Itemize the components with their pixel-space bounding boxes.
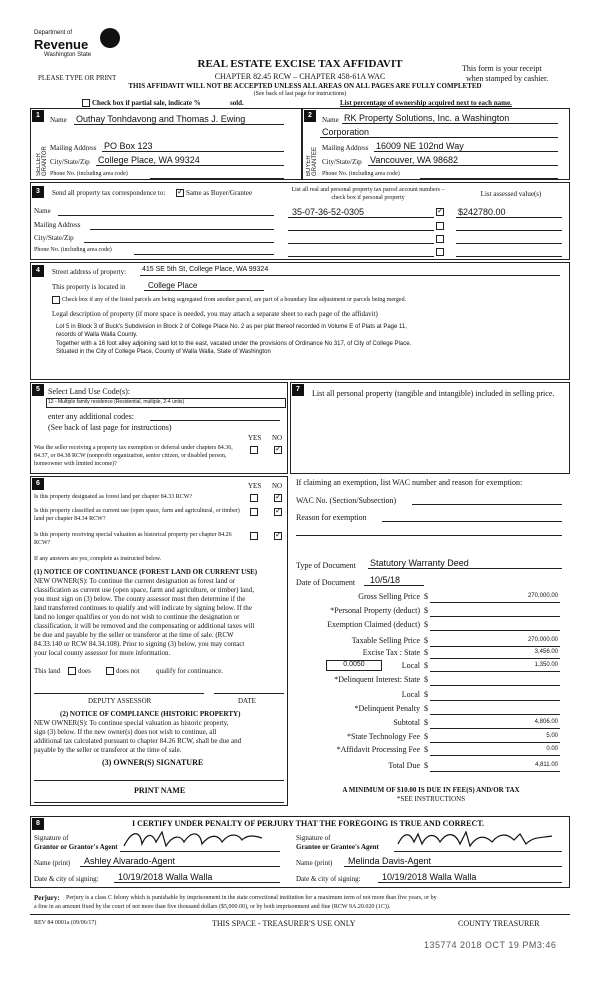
perjury-text-1: Perjury is a class C felony which is punishable by imprisonment in the state correctional institution for a maximum term of not more than five years, or by	[66, 895, 437, 901]
calc-processing-fee-line	[430, 755, 560, 756]
local-rate-value: 0.0050	[343, 661, 365, 668]
does-label: does	[78, 667, 91, 675]
corr-name-line	[58, 215, 274, 216]
receipt-line1: This form is your receipt	[462, 64, 542, 73]
legal-label: Legal description of property (if more space is needed, you may attach a separate sheet to each page of the affidavit)	[52, 310, 378, 318]
does-checkbox[interactable]	[68, 667, 76, 675]
same-as-buyer-label: Same as Buyer/Grantee	[186, 189, 253, 197]
perjury-text-2: a fine in an amount fixed by the court of not more than five thousand dollars ($5,000.00), or by both imprisonment and fine (RCW 9A.20.020 (1C)).	[34, 904, 391, 910]
grantee-signature-mark	[396, 828, 556, 850]
deputy-date-line	[214, 693, 284, 694]
grantor-sig-label-1: Signature of	[34, 834, 69, 842]
logo-revenue-text: Revenue	[34, 37, 89, 52]
calc-tech-fee-label: *State Technology Fee	[346, 732, 420, 741]
notice1-line-a: NEW OWNER(S): To continue the current designation as forest land or	[34, 577, 236, 585]
calc-state-tax-line	[430, 658, 560, 659]
this-land-label: This land	[34, 667, 61, 675]
historic-yes-checkbox[interactable]	[250, 532, 258, 540]
doc-date-line	[364, 585, 424, 586]
legal-line-4[interactable]: Situated in the City of College Place, County of Walla Walla, State of Washington	[56, 349, 271, 355]
owner-signature-line	[34, 780, 284, 781]
same-as-buyer-checkbox[interactable]	[176, 189, 184, 197]
notice-continuance-title: (1) NOTICE OF CONTINUANCE (FOREST LAND OR CURRENT USE)	[34, 568, 258, 576]
seller-mailing-field[interactable]: PO Box 123	[104, 141, 153, 151]
corr-phone-label: Phone No. (including area code)	[34, 247, 112, 253]
land-use-see-back: (See back of last page for instructions)	[48, 423, 172, 432]
seller-city-field[interactable]: College Place, WA 99324	[98, 155, 200, 165]
notice1-line-e: land no longer qualifies or you do not wish to continue the designation or	[34, 613, 240, 621]
calc-delinq-int-state-dollar: $	[424, 675, 428, 684]
print-name-line	[34, 802, 284, 803]
land-use-value: 12 - Multiple family residence (Residential, multiple, 2-4 units)	[48, 399, 185, 405]
pct-ownership-note: List percentage of ownership acquired next to each name.	[340, 99, 512, 107]
calc-subtotal-label: Subtotal	[393, 718, 420, 727]
parcel-personal-checkbox-3[interactable]	[436, 235, 444, 243]
does-not-checkbox[interactable]	[106, 667, 114, 675]
historic-question: Is this property receiving special valuation as historical property per chapter 84.26 RCW?	[34, 532, 232, 546]
notice1-line-g: be due and payable by the seller or transferor at the time of sale. (RCW	[34, 631, 234, 639]
parcel-personal-checkbox-4[interactable]	[436, 248, 444, 256]
no-header-5: NO	[272, 434, 283, 442]
does-not-label: does not	[116, 667, 140, 675]
grantor-sig-label-2: Grantor or Grantor's Agent	[34, 843, 118, 851]
calc-personal-line	[430, 616, 560, 617]
yes-header-6: YES	[248, 482, 262, 490]
calc-taxable-value[interactable]: 270,000.00	[527, 637, 558, 643]
buyer-phone-label: Phone No. (including area code)	[322, 171, 400, 177]
seller-phone-line	[150, 178, 284, 179]
qualify-label: qualify for continuance.	[156, 667, 224, 675]
calc-tech-fee-line	[430, 742, 560, 743]
calc-delinq-int-local-dollar: $	[424, 690, 428, 699]
grantee-name-label: Name (print)	[296, 859, 333, 867]
corr-mailing-label: Mailing Address	[34, 221, 81, 229]
buyer-mailing-label: Mailing Address	[322, 144, 369, 152]
calc-subtotal-dollar: $	[424, 718, 428, 727]
dor-logo	[34, 28, 126, 68]
calc-delinq-int-local-label: Local	[401, 690, 420, 699]
grantor-name-line	[80, 866, 280, 867]
calc-subtotal-line	[430, 728, 560, 729]
parcel-line-4	[288, 256, 434, 257]
calc-local-tax-line	[430, 671, 560, 672]
calc-local-tax-value[interactable]: 1,350.00	[534, 662, 558, 668]
parcel-personal-checkbox-2[interactable]	[436, 222, 444, 230]
parcel-line-2	[288, 230, 434, 231]
exemption-no-checkbox[interactable]	[274, 446, 282, 454]
logo-state-text: Washington State	[44, 52, 92, 58]
calc-delinq-int-state-label: *Delinquent Interest: State	[334, 675, 420, 684]
calc-total-line	[430, 771, 560, 772]
buyer-city-label: City/State/Zip	[322, 158, 362, 166]
minimum-due-note: A MINIMUM OF $10.00 IS DUE IN FEE(S) AND/OR TAX	[342, 786, 520, 794]
located-line	[144, 290, 264, 291]
form-warning: THIS AFFIDAVIT WILL NOT BE ACCEPTED UNLESS ALL AREAS ON ALL PAGES ARE FULLY COMPLETED	[128, 82, 482, 90]
send-to-label: Send all property tax correspondence to:	[52, 189, 166, 197]
assessed-line-3	[456, 243, 562, 244]
grantor-name-field[interactable]: Ashley Alvarado-Agent	[84, 856, 176, 866]
legal-line-1[interactable]: Lot 5 in Block 3 of Buck's Subdivision in Block 2 of College Place No. 2 as per plat thereof recorded in Volume E of Plats at Page 11,	[56, 324, 407, 330]
please-type: PLEASE TYPE OR PRINT	[38, 74, 117, 82]
calc-subtotal-value[interactable]: 4,806.00	[534, 719, 558, 725]
doc-date-label: Date of Document	[296, 578, 356, 587]
grantor-date-label: Date & city of signing:	[34, 875, 99, 883]
partial-sale-checkbox[interactable]	[82, 99, 90, 107]
logo-dept-text: Department of	[34, 30, 73, 36]
assessed-line-2	[456, 230, 562, 231]
additional-codes-line	[150, 420, 280, 421]
buyer-mailing-line	[374, 151, 558, 152]
form-title: REAL ESTATE EXCISE TAX AFFIDAVIT	[197, 58, 403, 70]
rev-number: REV 84 0001a (09/06/17)	[34, 920, 97, 926]
calc-gross-line	[430, 602, 560, 603]
notice1-line-i: your local county assessor for more information.	[34, 649, 171, 657]
form-see-back: (See back of last page for instructions)	[253, 91, 347, 97]
seller-side-label: SELLER GRANTOR	[36, 146, 48, 176]
calc-total-value[interactable]: 4,811.00	[535, 762, 558, 768]
parcel-line-3	[288, 243, 434, 244]
parcel-header: List all real and personal property tax parcel account numbers – check box if personal property	[291, 187, 445, 201]
deputy-label: DEPUTY ASSESSOR	[88, 697, 152, 705]
calc-delinq-int-state-line	[430, 685, 560, 686]
seller-city-label: City/State/Zip	[50, 158, 90, 166]
buyer-city-field[interactable]: Vancouver, WA 98682	[370, 155, 459, 165]
section-2-number: 2	[304, 110, 316, 122]
buyer-phone-line	[420, 178, 558, 179]
segregated-checkbox[interactable]	[52, 296, 60, 304]
legal-line-3[interactable]: Together with a 16 foot alley adjoining said lot to the east, vacated under the provisions of Ordinance No 317, of City of College Place.	[56, 341, 412, 347]
parcel-personal-checkbox-1[interactable]	[436, 208, 444, 216]
calc-tech-fee-dollar: $	[424, 732, 428, 741]
seller-phone-label: Phone No. (including area code)	[50, 171, 128, 177]
assessed-line-4	[456, 256, 562, 257]
calc-delinq-int-local-line	[430, 700, 560, 701]
section-1-number: 1	[32, 110, 44, 122]
calc-personal-label: *Personal Property (deduct)	[330, 606, 420, 615]
corr-city-line	[84, 242, 274, 243]
form-chapters: CHAPTER 82.45 RCW – CHAPTER 458-61A WAC	[214, 72, 386, 81]
notice1-line-b: classification as current use (open space, farm and agriculture, or timber) land,	[34, 586, 255, 594]
doc-date-field[interactable]: 10/5/18	[370, 575, 401, 585]
calc-personal-dollar: $	[424, 606, 428, 615]
logo-emblem-icon	[100, 28, 120, 48]
calc-tech-fee-value[interactable]: 5.00	[546, 733, 558, 739]
corr-mailing-line	[90, 229, 274, 230]
exemption-question: Was the seller receiving a property tax exemption or deferral under chapters 84.36, 84.37, or 84.38 RCW (nonprofit organization, senior citizen, or disabled person, homeowner with limited income)?	[34, 445, 233, 467]
grantee-name-field[interactable]: Melinda Davis-Agent	[348, 856, 432, 866]
print-name-label: PRINT NAME	[134, 786, 186, 795]
grantor-name-label: Name (print)	[34, 859, 71, 867]
seller-mailing-line	[102, 151, 284, 152]
calc-state-tax-value[interactable]: 3,456.00	[534, 649, 558, 655]
yes-header-5: YES	[248, 434, 262, 442]
additional-codes-label: enter any additional codes:	[48, 412, 134, 421]
grantee-date-label: Date & city of signing:	[296, 875, 361, 883]
partial-sale-label: Check box if partial sale, indicate %	[92, 99, 201, 107]
calc-state-tax-label: Excise Tax : State	[362, 648, 420, 657]
grantee-sig-label-2: Grantee or Grantee's Agent	[296, 843, 379, 851]
corr-name-label: Name	[34, 207, 51, 215]
corr-city-label: City/State/Zip	[34, 234, 74, 242]
calc-taxable-label: Taxable Selling Price	[351, 636, 420, 645]
notice1-line-d: land transferred continues to qualify and will indicate by signing below. If the	[34, 604, 252, 612]
owner-signature-label: (3) OWNER(S) SIGNATURE	[102, 758, 204, 767]
buyer-side-label: BUYER GRANTEE	[306, 146, 318, 176]
historic-no-checkbox[interactable]	[274, 532, 282, 540]
partial-sale-sold: sold.	[230, 99, 244, 107]
seller-city-line	[96, 165, 284, 166]
wac-line	[412, 504, 562, 505]
parcel-field-1[interactable]: 35-07-36-52-0305	[292, 207, 365, 217]
calc-processing-fee-dollar: $	[424, 745, 428, 754]
notice1-line-f: classification, it will be removed and the compensating or additional taxes will	[34, 622, 255, 630]
doc-type-label: Type of Document	[296, 561, 356, 570]
deputy-line	[34, 693, 204, 694]
calc-exemption-label: Exemption Claimed (deduct)	[327, 620, 420, 629]
see-instructions-note: *SEE INSTRUCTIONS	[396, 795, 466, 803]
current-use-question: Is this property classified as current use (open space, farm and agricultural, or timber) land per chapter 84.34 RCW?	[34, 508, 240, 522]
street-line	[140, 275, 560, 276]
grantor-signature-line	[120, 851, 280, 852]
forest-yes-checkbox[interactable]	[250, 494, 258, 502]
section-3-number: 3	[32, 186, 44, 198]
calc-processing-fee-value[interactable]: 0.00	[546, 746, 558, 752]
seller-name-line	[74, 124, 284, 125]
land-use-label: Select Land Use Code(s):	[48, 387, 130, 396]
no-header-6: NO	[272, 482, 283, 490]
buyer-name-line-2	[320, 137, 558, 138]
street-field[interactable]: 415 SE 5th St, College Place, WA 99324	[142, 266, 269, 273]
footer-divider	[30, 914, 570, 915]
property-section	[30, 262, 570, 380]
notice2-line-b: sign (3) below. If the new owner(s) does not wish to continue, all	[34, 728, 217, 736]
buyer-name-field-2[interactable]: Corporation	[322, 127, 370, 137]
notice2-line-c: additional tax calculated pursuant to chapter 84.26 RCW, shall be due and	[34, 737, 242, 745]
grantee-signature-line	[394, 851, 562, 852]
calc-delinq-penalty-line	[430, 714, 560, 715]
parcel-line-1	[288, 217, 434, 218]
personal-property-label: List all personal property (tangible and intangible) included in selling price.	[312, 389, 555, 398]
receipt-line2: when stamped by cashier.	[466, 74, 549, 83]
calc-total-dollar: $	[424, 761, 428, 770]
claiming-exemption-label: If claiming an exemption, list WAC number and reason for exemption:	[296, 478, 523, 487]
notice2-line-d: payable by the seller or transferor at the time of sale.	[34, 746, 182, 754]
section-5-number: 5	[32, 384, 44, 396]
calc-processing-fee-label: *Affidavit Processing Fee	[336, 745, 420, 754]
reason-label: Reason for exemption	[296, 513, 367, 522]
notice2-line-a: NEW OWNER(S): To continue special valuation as historic property,	[34, 719, 229, 727]
forest-question: Is this property designated as forest land per chapter 84.33 RCW?	[34, 494, 193, 500]
calc-state-tax-dollar: $	[424, 648, 428, 657]
section-4-number: 4	[32, 265, 44, 277]
grantee-date-line	[378, 882, 562, 883]
wac-label: WAC No. (Section/Subsection)	[296, 496, 397, 505]
street-label: Street address of property:	[52, 268, 127, 276]
tax-calculation	[296, 592, 566, 762]
buyer-city-line	[368, 165, 558, 166]
seller-name-field[interactable]: Outhay Tonhdavong and Thomas J. Ewing	[76, 114, 246, 124]
legal-line-2[interactable]: records of Walla Walla County.	[56, 332, 138, 338]
doc-type-line	[368, 568, 562, 569]
buyer-name-label: Name	[322, 116, 339, 124]
section-7-number: 7	[292, 384, 304, 396]
corr-phone-line	[134, 254, 274, 255]
assessed-line-1	[456, 217, 562, 218]
reason-line	[382, 521, 562, 522]
buyer-name-line	[342, 123, 558, 124]
grantee-date-field[interactable]: 10/19/2018 Walla Walla	[382, 872, 477, 882]
county-treasurer: COUNTY TREASURER	[458, 919, 540, 928]
buyer-name-field[interactable]: RK Property Solutions, Inc. a Washington	[344, 113, 510, 123]
section-8-number: 8	[32, 818, 44, 830]
grantee-sig-label-1: Signature of	[296, 834, 331, 842]
forest-no-checkbox[interactable]	[274, 494, 282, 502]
calc-exemption-line	[430, 630, 560, 631]
reason-line-2	[296, 535, 562, 536]
deputy-date-label: DATE	[238, 697, 256, 705]
calc-total-label: Total Due	[388, 761, 420, 770]
notice1-line-h: 84.33.140 or RCW 84.34.108). Prior to signing (3) below, you may contact	[34, 640, 245, 648]
buyer-mailing-field[interactable]: 16009 NE 102nd Way	[376, 141, 464, 151]
section-6-number: 6	[32, 478, 44, 490]
calc-exemption-dollar: $	[424, 620, 428, 629]
calc-local-tax-label: Local	[401, 661, 420, 670]
segregated-label: Check box if any of the listed parcels are being segregated from another parcel, are part of a boundary line adjustment or parcels being merged.	[62, 297, 407, 303]
calc-taxable-line	[430, 646, 560, 647]
seller-mailing-label: Mailing Address	[50, 144, 97, 152]
treasurer-stamp: 135774 2018 OCT 19 PM3:46	[424, 940, 557, 950]
calc-gross-value[interactable]: 270,000.00	[527, 593, 558, 599]
calc-local-tax-dollar: $	[424, 661, 428, 670]
seller-name-label: Name	[50, 116, 67, 124]
grantor-date-line	[114, 882, 280, 883]
calc-delinq-penalty-dollar: $	[424, 704, 428, 713]
located-label: This property is located in	[52, 283, 126, 291]
assessed-header: List assessed value(s)	[480, 190, 542, 198]
located-field[interactable]: College Place	[148, 281, 198, 290]
treasurer-space: THIS SPACE - TREASURER'S USE ONLY	[212, 919, 356, 928]
assessed-field-1[interactable]: $242780.00	[458, 207, 506, 217]
calc-gross-label: Gross Selling Price	[358, 592, 420, 601]
notice-compliance-title: (2) NOTICE OF COMPLIANCE (HISTORIC PROPERTY)	[60, 710, 241, 718]
notice1-line-c: you must sign on (3) below. The county assessor must then determine if the	[34, 595, 246, 603]
exemption-yes-checkbox[interactable]	[250, 446, 258, 454]
calc-taxable-dollar: $	[424, 636, 428, 645]
if-yes-note: If any answers are yes, complete as instructed below.	[34, 556, 162, 562]
calc-delinq-penalty-label: *Delinquent Penalty	[354, 704, 420, 713]
doc-type-field[interactable]: Statutory Warranty Deed	[370, 558, 469, 568]
current-use-yes-checkbox[interactable]	[250, 508, 258, 516]
current-use-no-checkbox[interactable]	[274, 508, 282, 516]
grantor-signature-mark	[122, 828, 272, 850]
certify-statement: I CERTIFY UNDER PENALTY OF PERJURY THAT THE FOREGOING IS TRUE AND CORRECT.	[132, 819, 485, 828]
perjury-label: Perjury:	[34, 894, 60, 902]
grantor-date-field[interactable]: 10/19/2018 Walla Walla	[118, 872, 213, 882]
grantee-name-line	[344, 866, 562, 867]
calc-gross-dollar: $	[424, 592, 428, 601]
